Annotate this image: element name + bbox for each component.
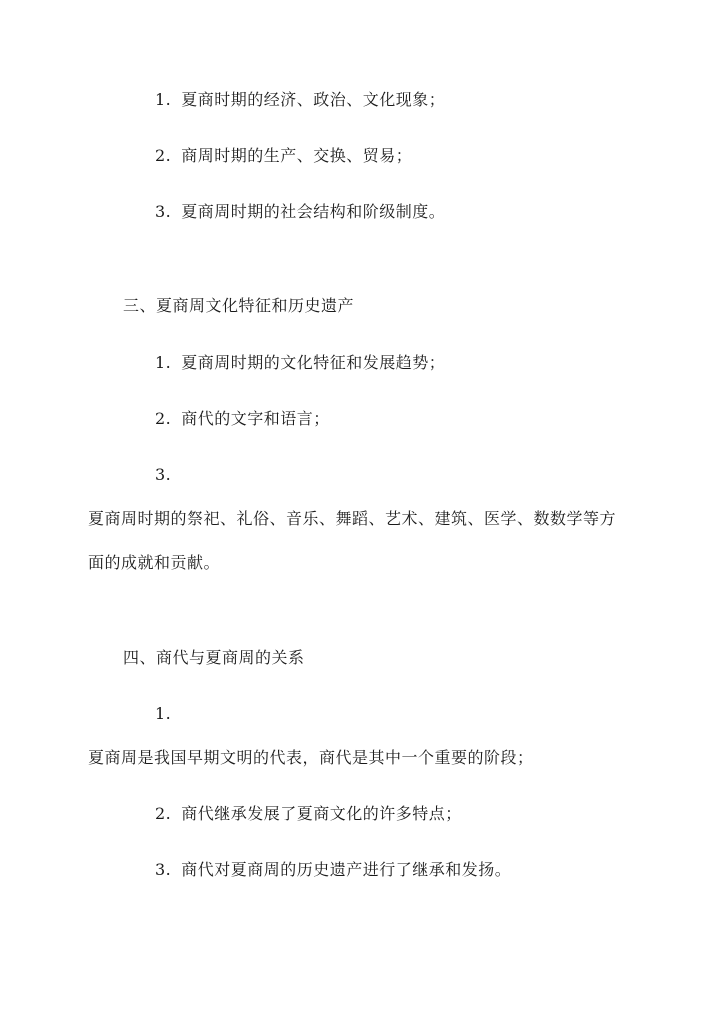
list-item-number: 2. (155, 409, 172, 428)
list-item (155, 90, 445, 110)
list-item-number: 3. (155, 860, 172, 879)
list-item (155, 804, 462, 824)
list-item-number: 1. (155, 353, 172, 372)
list-item-number: 2. (155, 146, 172, 165)
list-item-text: 商周时期的生产、交换、贸易； (181, 146, 413, 165)
paragraph-line: 夏商周是我国早期文明的代表，商代是其中一个重要的阶段； (88, 748, 534, 767)
paragraph-line: 夏商周时期的祭祀、礼俗、音乐、舞蹈、艺术、建筑、医学、数数学等方 (88, 509, 617, 528)
list-item-number: 2. (155, 804, 172, 823)
list-item-text: 商代对夏商周的历史遗产进行了继承和发扬。 (181, 860, 512, 879)
section-heading: 三、夏商周文化特征和历史遗产 (123, 296, 355, 315)
list-item-text: 商代继承发展了夏商文化的许多特点； (181, 804, 462, 823)
list-item-text: 商代的文字和语言； (181, 409, 330, 428)
list-item (155, 146, 412, 166)
list-item (155, 860, 511, 880)
section-heading: 四、商代与夏商周的关系 (123, 648, 305, 667)
list-item-number: 1. (155, 704, 172, 723)
list-item-text: 夏商周时期的文化特征和发展趋势； (181, 353, 446, 372)
list-item-text: 夏商时期的经济、政治、文化现象； (181, 90, 446, 109)
paragraph-line: 面的成就和贡献。 (88, 553, 221, 572)
list-item (155, 202, 445, 222)
list-item-number: 1. (155, 90, 172, 109)
list-item-text: 夏商周时期的社会结构和阶级制度。 (181, 202, 446, 221)
list-item-number: 3. (155, 465, 172, 484)
list-item (155, 353, 445, 373)
list-item-number: 3. (155, 202, 172, 221)
list-item (155, 409, 330, 429)
